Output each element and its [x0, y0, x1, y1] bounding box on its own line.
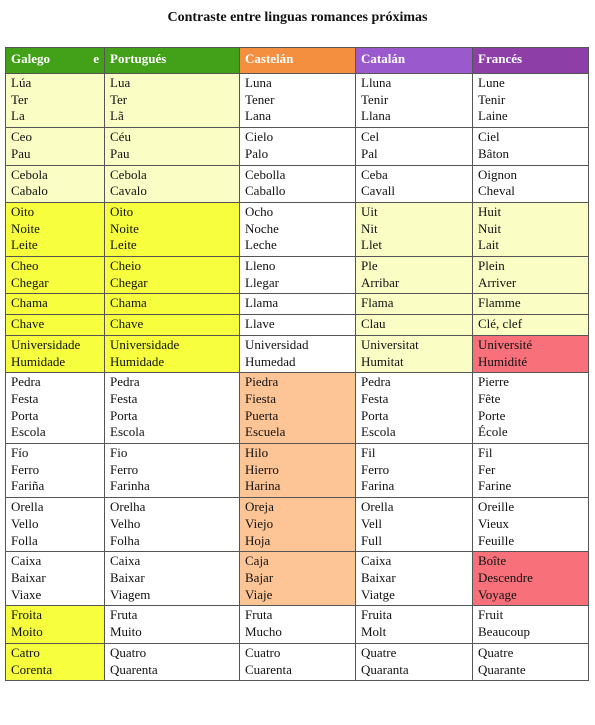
word: Porta [11, 407, 39, 423]
word: Universidade [11, 336, 81, 352]
table-body [6, 74, 589, 681]
cell-galego [6, 165, 105, 202]
word: Velho [110, 515, 141, 531]
cell-galego [6, 643, 105, 680]
word: Cel [361, 129, 380, 145]
word: Cebola [110, 166, 147, 182]
word: Nit [361, 220, 378, 236]
cell-frances [473, 315, 589, 336]
word: Laine [478, 108, 508, 124]
cell-portugues [105, 335, 240, 372]
word: Cabalo [11, 183, 48, 199]
word: Leite [11, 237, 38, 253]
word: Oito [110, 203, 134, 219]
word: Llegar [245, 274, 279, 290]
word: Voyage [478, 586, 517, 602]
word: Quatro [110, 644, 147, 660]
word: Cuatro [245, 644, 281, 660]
cell-galego [6, 315, 105, 336]
word: Universitat [361, 336, 419, 352]
word: Orelha [110, 499, 146, 515]
cell-castelan [240, 498, 356, 552]
word: Pedra [110, 374, 140, 390]
cell-galego [6, 294, 105, 315]
word: Cielo [245, 129, 274, 145]
word: Viaje [245, 586, 273, 602]
word: Lua [110, 75, 131, 90]
word: Farinha [110, 478, 150, 494]
word: Plein [478, 258, 505, 274]
word: Llave [245, 316, 275, 332]
page-title: Contraste entre linguas romances próximas [167, 10, 428, 25]
word: Bâton [478, 145, 510, 161]
word: Lúa [11, 75, 32, 90]
word: Escuela [245, 424, 286, 440]
word: La [11, 108, 25, 124]
word: Cheio [110, 258, 142, 274]
word: Pau [11, 145, 31, 161]
word: Ferro [11, 461, 40, 477]
word: Full [361, 532, 382, 548]
header-galego: Galego e [6, 48, 105, 74]
cell-portugues [105, 74, 240, 128]
cell-catalan [356, 335, 473, 372]
word: Harina [245, 478, 281, 494]
cell-castelan [240, 606, 356, 643]
word: Lana [245, 108, 271, 124]
word: Fariña [11, 478, 45, 494]
word: Ferro [110, 461, 139, 477]
cell-catalan [356, 257, 473, 294]
cell-frances [473, 202, 589, 256]
cell-frances [473, 498, 589, 552]
header-catalan: Catalán [356, 48, 473, 74]
word: Caja [245, 553, 269, 569]
word: Fil [361, 445, 376, 461]
word: Folla [11, 532, 38, 548]
word: Baixar [11, 569, 46, 585]
word: Festa [110, 390, 138, 406]
word: Feuille [478, 532, 515, 548]
word: Molt [361, 624, 387, 640]
cell-portugues [105, 552, 240, 606]
word: École [478, 424, 508, 440]
cell-catalan [356, 165, 473, 202]
table-row [6, 202, 589, 256]
cell-catalan [356, 294, 473, 315]
table-row [6, 335, 589, 372]
cell-galego [6, 128, 105, 165]
word: Caballo [245, 183, 286, 199]
word: Pal [361, 145, 378, 161]
word: Humidité [478, 353, 528, 369]
cell-catalan [356, 373, 473, 444]
word: Orella [11, 499, 44, 515]
word: Leche [245, 237, 277, 253]
cell-galego [6, 498, 105, 552]
word: Muito [110, 624, 142, 640]
cell-castelan [240, 335, 356, 372]
word: Céu [110, 129, 131, 145]
word: Oito [11, 203, 35, 219]
cell-catalan [356, 444, 473, 498]
word: Escola [11, 424, 46, 440]
word: Leite [110, 237, 137, 253]
cell-castelan [240, 128, 356, 165]
cell-galego [6, 202, 105, 256]
word: Ter [110, 91, 128, 107]
cell-catalan [356, 202, 473, 256]
word: Viejo [245, 515, 274, 531]
word: Universidade [110, 336, 180, 352]
cell-frances [473, 128, 589, 165]
cell-frances [473, 552, 589, 606]
word: Oignon [478, 166, 517, 182]
cell-frances [473, 74, 589, 128]
header-row [6, 48, 589, 74]
cell-portugues [105, 202, 240, 256]
cell-frances [473, 444, 589, 498]
word: Fruta [110, 607, 138, 623]
word: Bajar [245, 569, 274, 585]
cell-castelan [240, 552, 356, 606]
word: Arriver [478, 274, 517, 290]
table-row [6, 74, 589, 128]
languages-table [5, 47, 589, 681]
word: Orella [361, 499, 394, 515]
table-row [6, 315, 589, 336]
word: Catro [11, 644, 40, 660]
word: Caixa [11, 553, 42, 569]
word: Folha [110, 532, 140, 548]
word: Escola [110, 424, 145, 440]
cell-castelan [240, 165, 356, 202]
word: Cheo [11, 258, 39, 274]
word: Pau [110, 145, 130, 161]
cell-galego [6, 74, 105, 128]
word: Fruit [478, 607, 504, 623]
word: Quaranta [361, 661, 409, 677]
cell-castelan [240, 444, 356, 498]
word: Hierro [245, 461, 279, 477]
word: Chave [110, 316, 144, 332]
cell-castelan [240, 373, 356, 444]
table-row [6, 294, 589, 315]
cell-galego [6, 373, 105, 444]
word: Fío [11, 445, 29, 461]
table-row [6, 606, 589, 643]
word: Baixar [361, 569, 396, 585]
word: Luna [245, 75, 272, 90]
word: Lune [478, 75, 505, 90]
cell-catalan [356, 74, 473, 128]
word: Arribar [361, 274, 400, 290]
word: Fruta [245, 607, 273, 623]
cell-castelan [240, 74, 356, 128]
table-row [6, 257, 589, 294]
word: Nuit [478, 220, 502, 236]
cell-castelan [240, 257, 356, 294]
cell-catalan [356, 315, 473, 336]
cell-frances [473, 643, 589, 680]
cell-frances [473, 606, 589, 643]
word: Ceo [11, 129, 32, 145]
word: Chave [11, 316, 45, 332]
word: Llet [361, 237, 382, 253]
word: Flamme [478, 295, 521, 311]
cell-portugues [105, 444, 240, 498]
word: Festa [361, 390, 389, 406]
word: Viagem [110, 586, 151, 602]
table-row [6, 552, 589, 606]
word: Quarante [478, 661, 526, 677]
word: Vieux [478, 515, 509, 531]
word: Chegar [110, 274, 148, 290]
word: Tenir [361, 91, 389, 107]
word: Tenir [478, 91, 506, 107]
cell-galego [6, 606, 105, 643]
word: Fiesta [245, 390, 277, 406]
word: Fruita [361, 607, 393, 623]
cell-portugues [105, 315, 240, 336]
word: Viatge [361, 586, 395, 602]
word: Humedad [245, 353, 296, 369]
cell-castelan [240, 643, 356, 680]
word: Lã [110, 108, 124, 124]
word: Oreille [478, 499, 515, 515]
cell-castelan [240, 315, 356, 336]
word: Ter [11, 91, 29, 107]
word: Mucho [245, 624, 282, 640]
header-frances: Francés [473, 48, 589, 74]
word: Ple [361, 258, 378, 274]
word: Cebola [11, 166, 48, 182]
cell-galego [6, 335, 105, 372]
word: Llama [245, 295, 279, 311]
cell-frances [473, 335, 589, 372]
word: Porta [110, 407, 138, 423]
word: Cavalo [110, 183, 147, 199]
word: Cavall [361, 183, 395, 199]
word: Universidad [245, 336, 309, 352]
word: Ceba [361, 166, 388, 182]
word: Chegar [11, 274, 49, 290]
word: Boîte [478, 553, 507, 569]
table-row [6, 498, 589, 552]
header-castelan: Castelán [240, 48, 356, 74]
word: Noite [11, 220, 40, 236]
word: Fio [110, 445, 128, 461]
cell-galego [6, 257, 105, 294]
cell-catalan [356, 498, 473, 552]
word: Baixar [110, 569, 145, 585]
word: Hoja [245, 532, 271, 548]
word: Flama [361, 295, 394, 311]
word: Ocho [245, 203, 274, 219]
word: Vell [361, 515, 382, 531]
word: Pedra [361, 374, 391, 390]
word: Escola [361, 424, 396, 440]
cell-portugues [105, 128, 240, 165]
word: Uit [361, 203, 378, 219]
cell-portugues [105, 257, 240, 294]
word: Llana [361, 108, 391, 124]
word: Humitat [361, 353, 404, 369]
cell-catalan [356, 606, 473, 643]
word: Farina [361, 478, 395, 494]
word: Moito [11, 624, 43, 640]
word: Descendre [478, 569, 533, 585]
word: Lait [478, 237, 499, 253]
cell-castelan [240, 202, 356, 256]
word: Noche [245, 220, 279, 236]
cell-portugues [105, 606, 240, 643]
table-row [6, 165, 589, 202]
cell-frances [473, 257, 589, 294]
cell-portugues [105, 643, 240, 680]
table-row [6, 128, 589, 165]
table-row [6, 444, 589, 498]
word: Cheval [478, 183, 515, 199]
word: Quatre [478, 644, 514, 660]
cell-catalan [356, 552, 473, 606]
word: Froita [11, 607, 43, 623]
word: Caixa [110, 553, 141, 569]
word: Caixa [361, 553, 392, 569]
table-header [6, 48, 589, 74]
table-row [6, 373, 589, 444]
word: Fil [478, 445, 493, 461]
word: Clau [361, 316, 386, 332]
word: Noite [110, 220, 139, 236]
cell-portugues [105, 498, 240, 552]
word: Beaucoup [478, 624, 530, 640]
word: Chama [110, 295, 147, 311]
cell-frances [473, 294, 589, 315]
word: Farine [478, 478, 512, 494]
word: Pierre [478, 374, 510, 390]
word: Quatre [361, 644, 397, 660]
cell-portugues [105, 165, 240, 202]
cell-frances [473, 373, 589, 444]
cell-catalan [356, 128, 473, 165]
word: Fête [478, 390, 501, 406]
cell-galego [6, 552, 105, 606]
word: Quarenta [110, 661, 158, 677]
table-row [6, 643, 589, 680]
word: Vello [11, 515, 39, 531]
word: Lluna [361, 75, 392, 90]
cell-galego [6, 444, 105, 498]
header-portugues: Portugués [105, 48, 240, 74]
word: Festa [11, 390, 39, 406]
word: Pedra [11, 374, 41, 390]
word: Humidade [11, 353, 66, 369]
cell-frances [473, 165, 589, 202]
word: Université [478, 336, 533, 352]
word: Fer [478, 461, 496, 477]
word: Lleno [245, 258, 276, 274]
word: Porte [478, 407, 506, 423]
word: Oreja [245, 499, 274, 515]
word: Puerta [245, 407, 279, 423]
word: Cebolla [245, 166, 286, 182]
word: Clé, clef [478, 316, 523, 332]
word: Humidade [110, 353, 165, 369]
word: Porta [361, 407, 389, 423]
word: Chama [11, 295, 48, 311]
word: Corenta [11, 661, 53, 677]
word: Ciel [478, 129, 500, 145]
word: Cuarenta [245, 661, 292, 677]
cell-portugues [105, 294, 240, 315]
word: Palo [245, 145, 269, 161]
cell-catalan [356, 643, 473, 680]
word: Viaxe [11, 586, 42, 602]
cell-portugues [105, 373, 240, 444]
word: Ferro [361, 461, 390, 477]
cell-castelan [240, 294, 356, 315]
word: Tener [245, 91, 275, 107]
word: Huit [478, 203, 502, 219]
word: Piedra [245, 374, 279, 390]
word: Hilo [245, 445, 269, 461]
